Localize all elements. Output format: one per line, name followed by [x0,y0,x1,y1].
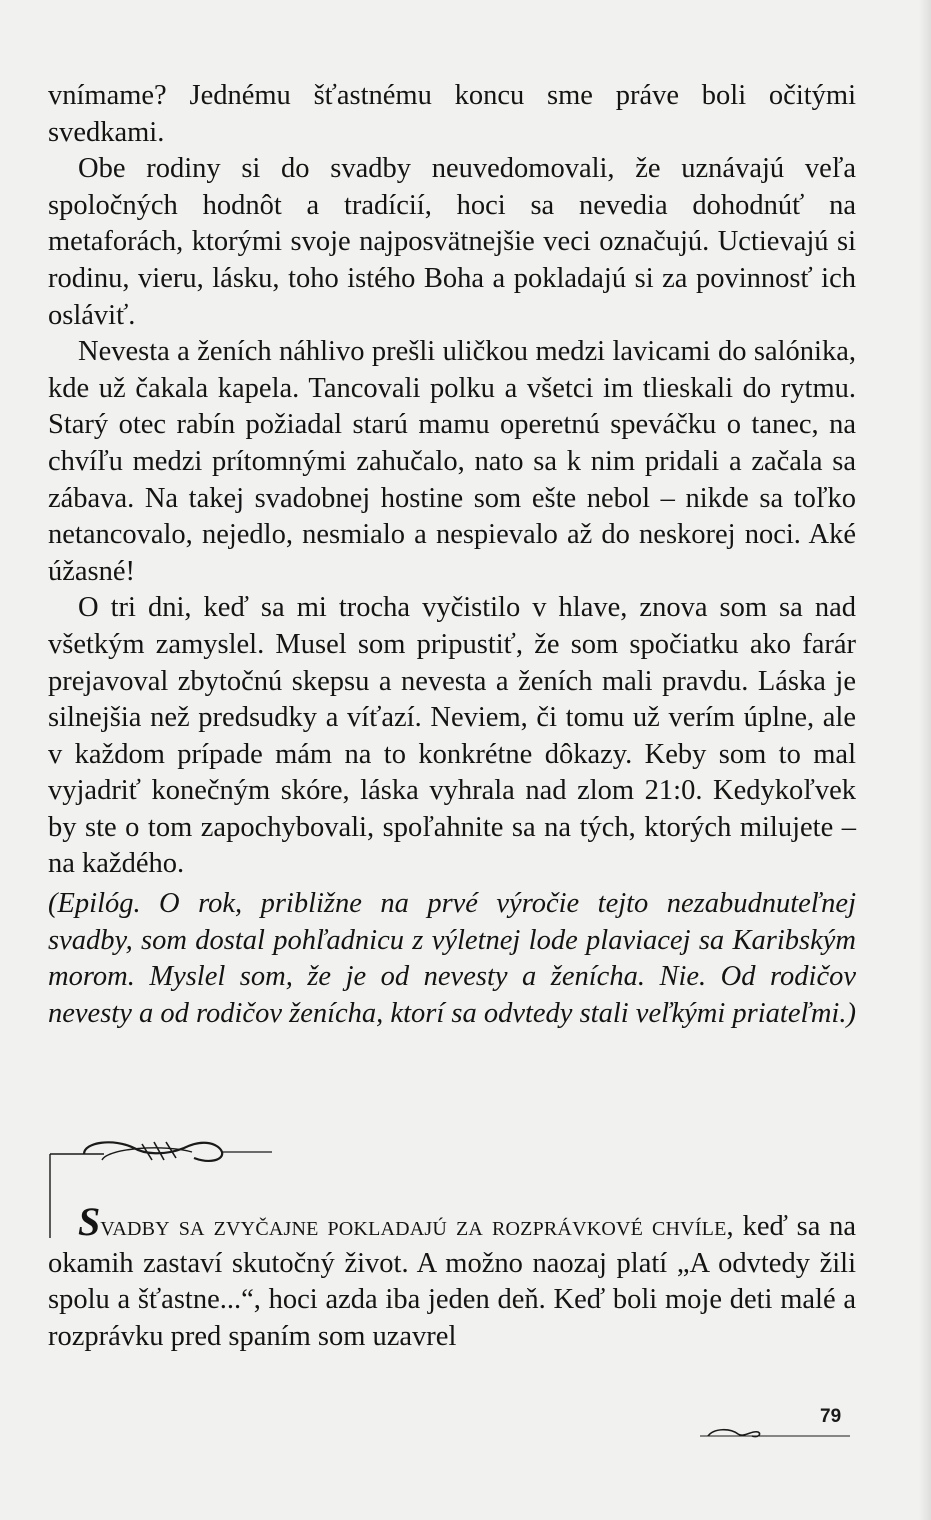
chapter-lead-small-caps: vadby sa zvyčajne pokladajú za rozprávkové chvíle, [100,1211,734,1242]
chapter-opening [48,1199,856,1355]
paragraph: vnímame? Jednému šťastnému koncu sme práve boli očitými svedkami. [48,80,856,148]
paragraph: Obe rodiny si do svadby neuvedomovali, že uznávajú veľa spoločných hodnôt a tradícií, hoci sa nevedia dohodnúť na metaforách, ktorými svoje najposvätnejšie veci označujú. Uctievajú si rodinu, vieru, lásku, toho istého Boha a pokladajú si za povinnosť ich osláviť. [48,153,856,331]
page-number: 79 [820,1406,842,1427]
drop-cap: S [78,1199,101,1244]
binding-shadow [919,0,931,1520]
chapter-body-text: keď sa na okamih zastaví skutočný život. A možno naozaj platí „A odvtedy žili spolu a šťastne...“, hoci azda iba jeden deň. Keď boli moje deti malé a rozprávku pred spaním som uzavrel [48,1211,856,1352]
paragraph: Nevesta a ženích náhlivo prešli uličkou medzi lavicami do salónika, kde už čakala kapela. Tancovali polku a všetci im tlieskali do rytmu. Starý otec rabín požiadal starú mamu operetnú speváčku o tanec, na chvíľu medzi prítomnými zahučalo, nato sa k nim pridali a začala sa zábava. Na takej svadobnej hostine som ešte nebol – nikde sa toľko netancovalo, nejedlo, nesmialo a nespievalo až do neskorej noci. Aké úžasné! [48,336,856,587]
epilog-paragraph: (Epilóg. O rok, približne na prvé výročie tejto nezabudnuteľnej svadby, som dostal pohľadnicu z výletnej lode plaviacej sa Karibským morom. Myslel som, že je od nevesty a ženícha. Nie. Od rodičov nevesty a od rodičov ženícha, ktorí sa odvtedy stali veľkými priateľmi.) [48,888,856,1029]
main-text [48,78,856,883]
paragraph: O tri dni, keď sa mi trocha vyčistilo v hlave, znova som sa nad všetkým zamyslel. Musel som pripustiť, že som spočiatku ako farár prejavoval zbytočnú skepsu a nevesta a ženích mali pravdu. Láska je silnejšia než predsudky a víťazí. Neviem, či tomu už verím úplne, ale v každom prípade mám na to konkrétne dôkazy. Keby som to mal vyjadriť konečným skóre, láska vyhrala nad zlom 21:0. Kedykoľvek by ste o tom zapochybovali, spoľahnite sa na tých, ktorých milujete – na každého. [48,592,856,880]
